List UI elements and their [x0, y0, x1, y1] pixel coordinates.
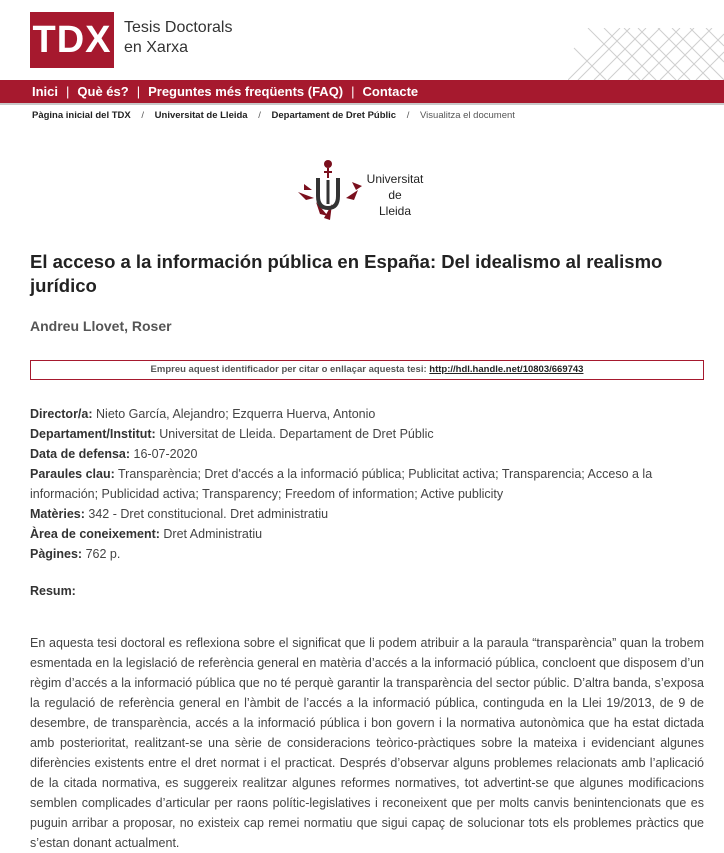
pages-row	[30, 544, 706, 564]
defense-date-value: 16-07-2020	[133, 447, 198, 461]
breadcrumb-department[interactable]: Departament de Dret Públic	[271, 110, 397, 121]
knowledge-area-value: Dret Administratiu	[163, 527, 263, 541]
subjects-value: 342 - Dret constitucional. Dret administratiu	[88, 507, 329, 521]
site-header	[0, 0, 724, 80]
defense-date-row	[30, 444, 706, 464]
abstract-text: En aquesta tesi doctoral es reflexiona sobre el significat que li podem atribuir a la paraula “transparència” quan la trobem esmentada en la legislació de referència general en matèria d’accés a la informació pública, concloent que disposem d’un règim d’accés a la informació pública que no té perquè garantir la transparència del sector públic. D’altra banda, s’exposa la regulació de referència general en l’àmbit de l’accés a la informació pública, continguda en la Llei 19/2013, de 9 de desembre, de transparència, accés a la informació pública i bon govern i la normativa autonòmica que ha estat dictada amb posterioritat, realitzant-se una sèrie de consideracions teòrico-pràctiques sobre la mateixa i evidenciant algunes diferències existents entre el dret normat i el practicat. Després d’observar alguns problemes relacionats amb l’aplicació de la citada normativa, es suggereix realitzar algunes reformes normatives, tot advertint-se que algunes modificacions semblen complicades d’articular per raons polític-legislatives i reconeixent que per molts canvis benintencionats que es puguin arribar a proposar, no existeix cap remei normatiu que sigui capaç de solucionar tots els problemes pràctics que s’estan donant actualment.	[30, 635, 705, 850]
department-value: Universitat de Lleida. Departament de Dret Públic	[159, 427, 434, 441]
citation-label: Empreu aquest identificador per citar o enllaçar aquesta tesi:	[150, 364, 427, 375]
director-row	[30, 404, 706, 424]
citation-link[interactable]: http://hdl.handle.net/10803/669743	[429, 364, 584, 375]
nav-home[interactable]: Inici	[32, 84, 59, 99]
keywords-label: Paraules clau:	[30, 467, 115, 481]
citation-box	[30, 360, 704, 380]
nav-faq[interactable]: Preguntes més freqüents (FAQ)	[148, 84, 344, 99]
breadcrumb-separator: /	[141, 110, 145, 121]
tdx-logo[interactable]: TDX	[30, 12, 114, 68]
thesis-title: El acceso a la información pública en España: Del idealismo al realismo jurídico	[30, 251, 663, 296]
site-name[interactable]	[124, 18, 232, 58]
site-name-line2: en Xarxa	[124, 39, 189, 56]
thesis-metadata	[30, 404, 706, 564]
university-name-line3: Lleida	[378, 204, 412, 218]
nav-contact[interactable]: Contacte	[362, 84, 419, 99]
knowledge-area-label: Àrea de coneixement:	[30, 527, 160, 541]
nav-separator: |	[66, 84, 70, 99]
university-name-line2: de	[388, 188, 402, 202]
breadcrumb-separator: /	[258, 110, 261, 121]
university-name-line1: Universitat	[366, 172, 424, 186]
university-name	[362, 171, 428, 219]
decorative-x-pattern-icon	[568, 28, 724, 80]
director-value: Nieto García, Alejandro; Ezquerra Huerva, Antonio	[96, 407, 376, 421]
breadcrumb-current: Visualitza el document	[420, 110, 515, 121]
breadcrumb-separator: /	[406, 110, 410, 121]
nav-about[interactable]: Què és?	[77, 84, 129, 99]
department-label: Departament/Institut:	[30, 427, 156, 441]
director-label: Director/a:	[30, 407, 93, 421]
keywords-row	[30, 464, 706, 504]
site-name-line1: Tesis Doctorals	[124, 19, 233, 36]
subjects-label: Matèries:	[30, 507, 85, 521]
pages-value: 762 p.	[85, 547, 121, 561]
nav-separator: |	[136, 84, 141, 99]
main-navbar	[0, 80, 724, 105]
nav-separator: |	[351, 84, 355, 99]
main-nav	[32, 80, 418, 103]
breadcrumb	[32, 110, 515, 121]
abstract-label: Resum:	[30, 584, 76, 598]
keywords-value: Transparència; Dret d'accés a la informació pública; Publicitat activa; Transparencia; Acceso a la información; Publicidad activa; Transparency; Freedom of information; Active publicity	[30, 467, 653, 501]
defense-date-label: Data de defensa:	[30, 447, 131, 461]
department-row	[30, 424, 706, 444]
thesis-author: Andreu Llovet, Roser	[30, 318, 172, 334]
breadcrumb-home[interactable]: Pàgina inicial del TDX	[32, 110, 131, 121]
pages-label: Pàgines:	[30, 547, 83, 561]
breadcrumb-university[interactable]: Universitat de Lleida	[154, 110, 248, 121]
knowledge-area-row	[30, 524, 706, 544]
subjects-row	[30, 504, 706, 524]
